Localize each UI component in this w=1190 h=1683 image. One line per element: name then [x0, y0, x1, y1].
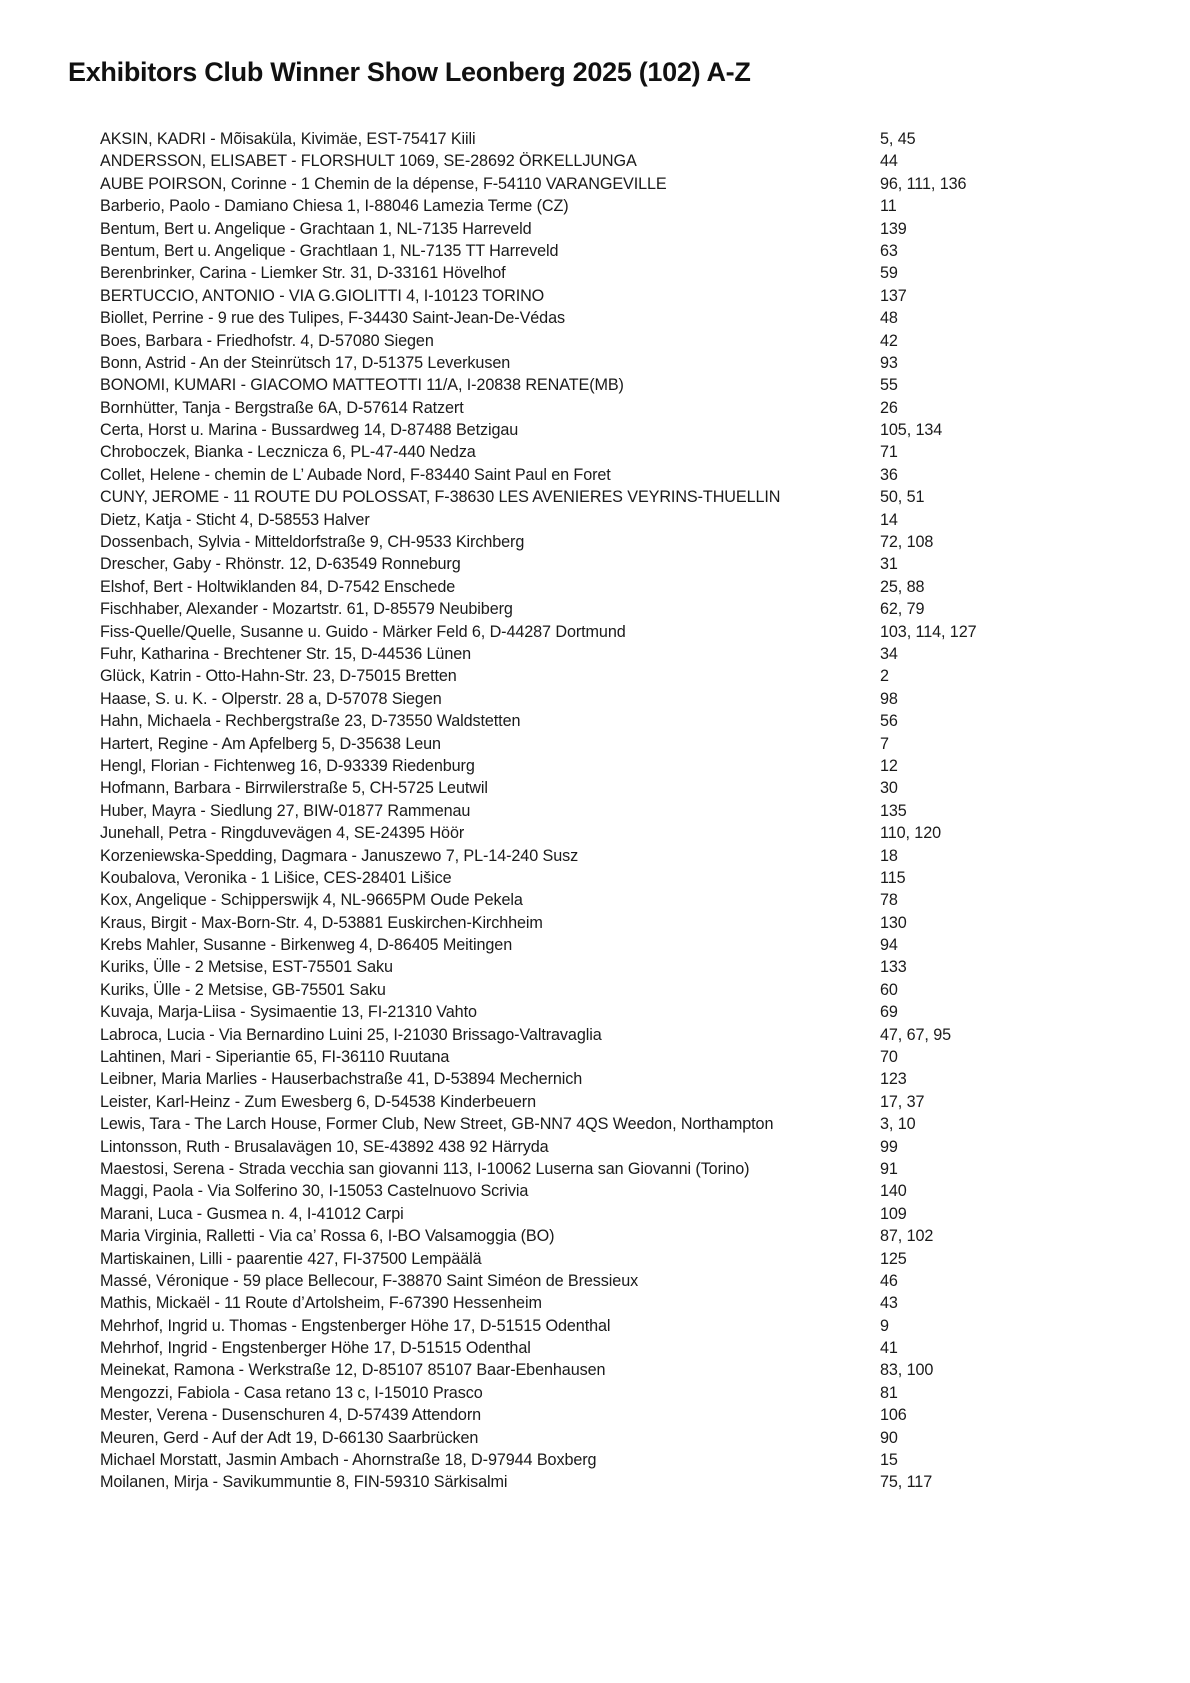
list-row — [100, 1270, 1160, 1292]
catalog-numbers: 9 — [880, 1316, 889, 1335]
catalog-numbers: 15 — [880, 1451, 898, 1470]
catalog-numbers: 55 — [880, 376, 898, 395]
list-row — [100, 621, 1160, 643]
list-row — [100, 1136, 1160, 1158]
catalog-numbers: 63 — [880, 241, 898, 260]
exhibitor-entry: Fuhr, Katharina - Brechtener Str. 15, D-44536 Lünen — [100, 644, 472, 663]
catalog-numbers: 123 — [880, 1070, 907, 1089]
exhibitor-entry: Lewis, Tara - The Larch House, Former Club, New Street, GB-NN7 4QS Weedon, Northampton — [100, 1115, 774, 1134]
catalog-numbers: 137 — [880, 286, 907, 305]
catalog-numbers: 140 — [880, 1182, 907, 1201]
catalog-numbers: 5, 45 — [880, 130, 916, 148]
catalog-numbers: 3, 10 — [880, 1115, 916, 1134]
list-row — [100, 1315, 1160, 1337]
catalog-numbers: 31 — [880, 555, 898, 574]
list-row — [100, 150, 1160, 172]
catalog-numbers: 43 — [880, 1294, 898, 1313]
exhibitor-entry: Mathis, Mickaël - 11 Route d’Artolsheim, F-67390 Hessenheim — [100, 1294, 542, 1313]
catalog-numbers: 81 — [880, 1383, 898, 1402]
list-row — [100, 889, 1160, 911]
list-row — [100, 1225, 1160, 1247]
catalog-numbers: 18 — [880, 846, 898, 865]
exhibitor-entry: Dietz, Katja - Sticht 4, D-58553 Halver — [100, 510, 370, 529]
exhibitor-entry: Kuriks, Ülle - 2 Metsise, EST-75501 Saku — [100, 958, 393, 977]
exhibitor-entry: Hahn, Michaela - Rechbergstraße 23, D-73550 Waldstetten — [100, 712, 521, 731]
list-row — [100, 509, 1160, 531]
list-row — [100, 240, 1160, 262]
list-row — [100, 553, 1160, 575]
catalog-numbers: 105, 134 — [880, 421, 943, 440]
exhibitor-entry: CUNY, JEROME - 11 ROUTE DU POLOSSAT, F-38630 LES AVENIERES VEYRINS-THUELLIN — [100, 488, 781, 507]
exhibitor-entry: Meinekat, Ramona - Werkstraße 12, D-85107 85107 Baar-Ebenhausen — [100, 1361, 606, 1380]
exhibitor-entry: Mehrhof, Ingrid - Engstenberger Höhe 17, D-51515 Odenthal — [100, 1339, 531, 1358]
catalog-numbers: 78 — [880, 891, 898, 910]
exhibitor-entry: Massé, Véronique - 59 place Bellecour, F-38870 Saint Siméon de Bressieux — [100, 1271, 639, 1290]
list-row — [100, 1337, 1160, 1359]
catalog-numbers: 87, 102 — [880, 1227, 934, 1246]
list-row — [100, 1068, 1160, 1090]
list-row — [100, 598, 1160, 620]
exhibitor-entry: Lintonsson, Ruth - Brusalavägen 10, SE-43892 438 92 Härryda — [100, 1137, 549, 1156]
list-row — [100, 1427, 1160, 1449]
list-row — [100, 352, 1160, 374]
exhibitor-entry: Boes, Barbara - Friedhofstr. 4, D-57080 Siegen — [100, 331, 434, 350]
exhibitor-entry: Kox, Angelique - Schipperswijk 4, NL-9665PM Oude Pekela — [100, 891, 523, 910]
exhibitor-entry: Mehrhof, Ingrid u. Thomas - Engstenberger Höhe 17, D-51515 Odenthal — [100, 1316, 611, 1335]
list-row — [100, 1449, 1160, 1471]
list-row — [100, 1046, 1160, 1068]
catalog-numbers: 115 — [880, 868, 906, 887]
catalog-numbers: 91 — [880, 1159, 898, 1178]
catalog-numbers: 69 — [880, 1003, 898, 1022]
catalog-numbers: 14 — [880, 510, 898, 529]
exhibitor-entry: Michael Morstatt, Jasmin Ambach - Ahornstraße 18, D-97944 Boxberg — [100, 1451, 597, 1470]
exhibitor-entry: Junehall, Petra - Ringduvevägen 4, SE-24395 Höör — [100, 824, 465, 843]
exhibitor-entry: Mester, Verena - Dusenschuren 4, D-57439 Attendorn — [100, 1406, 482, 1425]
list-row — [100, 195, 1160, 217]
list-row — [100, 374, 1160, 396]
catalog-numbers: 83, 100 — [880, 1361, 934, 1380]
list-row — [100, 1359, 1160, 1381]
list-row — [100, 397, 1160, 419]
catalog-numbers: 99 — [880, 1137, 898, 1156]
exhibitor-entry: Maggi, Paola - Via Solferino 30, I-15053 Castelnuovo Scrivia — [100, 1182, 529, 1201]
exhibitor-entry: Drescher, Gaby - Rhönstr. 12, D-63549 Ronneburg — [100, 555, 461, 574]
exhibitor-entry: Bonn, Astrid - An der Steinrütsch 17, D-51375 Leverkusen — [100, 353, 511, 372]
catalog-numbers: 75, 117 — [880, 1473, 933, 1492]
exhibitor-entry: Hofmann, Barbara - Birrwilerstraße 5, CH-5725 Leutwil — [100, 779, 488, 798]
catalog-numbers: 93 — [880, 353, 898, 372]
list-row — [100, 262, 1160, 284]
exhibitor-entry: Kraus, Birgit - Max-Born-Str. 4, D-53881 Euskirchen-Kirchheim — [100, 913, 543, 932]
list-row — [100, 777, 1160, 799]
list-row — [100, 643, 1160, 665]
exhibitor-entry: Leibner, Maria Marlies - Hauserbachstraße 41, D-53894 Mechernich — [100, 1070, 583, 1089]
exhibitor-entry: Bentum, Bert u. Angelique - Grachtaan 1, NL-7135 Harreveld — [100, 219, 532, 238]
list-row — [100, 1292, 1160, 1314]
exhibitor-entry: Leister, Karl-Heinz - Zum Ewesberg 6, D-54538 Kinderbeuern — [100, 1092, 536, 1111]
catalog-numbers: 25, 88 — [880, 577, 925, 596]
catalog-numbers: 30 — [880, 779, 898, 798]
exhibitor-entry: BONOMI, KUMARI - GIACOMO MATTEOTTI 11/A, I-20838 RENATE(MB) — [100, 376, 624, 395]
catalog-numbers: 46 — [880, 1271, 898, 1290]
list-row — [100, 1404, 1160, 1426]
catalog-numbers: 125 — [880, 1249, 907, 1268]
exhibitor-entry: Collet, Helene - chemin de L’ Aubade Nord, F-83440 Saint Paul en Foret — [100, 465, 611, 484]
catalog-numbers: 56 — [880, 712, 898, 731]
exhibitor-entry: Krebs Mahler, Susanne - Birkenweg 4, D-86405 Meitingen — [100, 936, 513, 955]
catalog-numbers: 94 — [880, 936, 898, 955]
catalog-numbers: 47, 67, 95 — [880, 1025, 952, 1044]
catalog-numbers: 60 — [880, 980, 898, 999]
exhibitor-entry: Berenbrinker, Carina - Liemker Str. 31, D-33161 Hövelhof — [100, 264, 506, 283]
list-row — [100, 1091, 1160, 1113]
catalog-numbers: 72, 108 — [880, 533, 934, 552]
exhibitor-entry: Hartert, Regine - Am Apfelberg 5, D-35638 Leun — [100, 734, 441, 753]
page-title: Exhibitors Club Winner Show Leonberg 2025 (102) A-Z — [68, 57, 751, 87]
exhibitor-entry: AKSIN, KADRI - Mõisaküla, Kivimäe, EST-75417 Kiili — [100, 130, 476, 148]
exhibitor-entry: Huber, Mayra - Siedlung 27, BIW-01877 Rammenau — [100, 801, 471, 820]
list-row — [100, 218, 1160, 240]
exhibitor-entry: Maria Virginia, Ralletti - Via ca’ Rossa 6, I-BO Valsamoggia (BO) — [100, 1227, 555, 1246]
exhibitor-entry: Dossenbach, Sylvia - Mitteldorfstraße 9, CH-9533 Kirchberg — [100, 533, 525, 552]
exhibitor-entry: AUBE POIRSON, Corinne - 1 Chemin de la dépense, F-54110 VARANGEVILLE — [100, 174, 667, 193]
list-row — [100, 1180, 1160, 1202]
list-row — [100, 755, 1160, 777]
exhibitor-entry: Labroca, Lucia - Via Bernardino Luini 25, I-21030 Brissago-Valtravaglia — [100, 1025, 602, 1044]
list-row — [100, 800, 1160, 822]
exhibitor-entry: Glück, Katrin - Otto-Hahn-Str. 23, D-75015 Bretten — [100, 667, 457, 686]
list-row — [100, 1203, 1160, 1225]
catalog-numbers: 2 — [880, 667, 889, 686]
exhibitor-entry: Meuren, Gerd - Auf der Adt 19, D-66130 Saarbrücken — [100, 1428, 479, 1447]
list-row — [100, 688, 1160, 710]
exhibitor-entry: BERTUCCIO, ANTONIO - VIA G.GIOLITTI 4, I-10123 TORINO — [100, 286, 545, 305]
exhibitor-entry: Fischhaber, Alexander - Mozartstr. 61, D-85579 Neubiberg — [100, 600, 513, 619]
list-row — [100, 1158, 1160, 1180]
catalog-numbers: 36 — [880, 465, 898, 484]
list-row — [100, 173, 1160, 195]
catalog-numbers: 34 — [880, 644, 898, 663]
list-row — [100, 464, 1160, 486]
list-row — [100, 128, 1160, 150]
catalog-numbers: 7 — [880, 734, 889, 753]
catalog-numbers: 41 — [880, 1339, 898, 1358]
exhibitor-entry: Marani, Luca - Gusmea n. 4, I-41012 Carpi — [100, 1204, 404, 1223]
list-row — [100, 1248, 1160, 1270]
catalog-numbers: 50, 51 — [880, 488, 925, 507]
list-row — [100, 845, 1160, 867]
exhibitor-entry: Moilanen, Mirja - Savikummuntie 8, FIN-59310 Särkisalmi — [100, 1473, 508, 1492]
exhibitor-entry: Chroboczek, Bianka - Lecznicza 6, PL-47-440 Nedza — [100, 443, 476, 462]
list-row — [100, 307, 1160, 329]
catalog-numbers: 96, 111, 136 — [880, 174, 967, 193]
catalog-numbers: 12 — [880, 756, 898, 775]
list-row — [100, 576, 1160, 598]
exhibitor-entry: Bornhütter, Tanja - Bergstraße 6A, D-57614 Ratzert — [100, 398, 464, 417]
catalog-numbers: 98 — [880, 689, 898, 708]
list-row — [100, 419, 1160, 441]
catalog-numbers: 71 — [880, 443, 898, 462]
catalog-numbers: 90 — [880, 1428, 898, 1447]
catalog-numbers: 139 — [880, 219, 907, 238]
list-row — [100, 934, 1160, 956]
list-row — [100, 979, 1160, 1001]
catalog-numbers: 110, 120 — [880, 824, 942, 843]
list-row — [100, 1024, 1160, 1046]
catalog-numbers: 135 — [880, 801, 907, 820]
list-row — [100, 1113, 1160, 1135]
exhibitor-entry: Hengl, Florian - Fichtenweg 16, D-93339 Riedenburg — [100, 756, 475, 775]
exhibitor-entry: Koubalova, Veronika - 1 Lišice, CES-28401 Lišice — [100, 868, 452, 887]
catalog-numbers: 42 — [880, 331, 898, 350]
exhibitor-list — [100, 128, 1160, 1494]
catalog-numbers: 103, 114, 127 — [880, 622, 977, 641]
exhibitor-entry: Biollet, Perrine - 9 rue des Tulipes, F-34430 Saint-Jean-De-Védas — [100, 309, 565, 328]
list-row — [100, 956, 1160, 978]
catalog-numbers: 109 — [880, 1204, 907, 1223]
catalog-numbers: 44 — [880, 152, 898, 171]
list-row — [100, 710, 1160, 732]
catalog-numbers: 26 — [880, 398, 898, 417]
catalog-numbers: 11 — [880, 197, 897, 216]
exhibitor-entry: Haase, S. u. K. - Olperstr. 28 a, D-57078 Siegen — [100, 689, 442, 708]
list-row — [100, 733, 1160, 755]
list-row — [100, 1471, 1160, 1493]
exhibitor-entry: ANDERSSON, ELISABET - FLORSHULT 1069, SE-28692 ÖRKELLJUNGA — [100, 152, 637, 171]
list-row — [100, 486, 1160, 508]
exhibitor-entry: Kuvaja, Marja-Liisa - Sysimaentie 13, FI-21310 Vahto — [100, 1003, 477, 1022]
list-row — [100, 1382, 1160, 1404]
exhibitor-entry: Mengozzi, Fabiola - Casa retano 13 c, I-15010 Prasco — [100, 1383, 483, 1402]
list-row — [100, 285, 1160, 307]
list-row — [100, 330, 1160, 352]
catalog-numbers: 62, 79 — [880, 600, 925, 619]
exhibitor-entry: Bentum, Bert u. Angelique - Grachtlaan 1, NL-7135 TT Harreveld — [100, 241, 559, 260]
list-row — [100, 912, 1160, 934]
exhibitor-entry: Korzeniewska-Spedding, Dagmara - Januszewo 7, PL-14-240 Susz — [100, 846, 579, 865]
catalog-numbers: 133 — [880, 958, 907, 977]
catalog-numbers: 17, 37 — [880, 1092, 925, 1111]
catalog-numbers: 130 — [880, 913, 907, 932]
catalog-numbers: 106 — [880, 1406, 907, 1425]
exhibitor-entry: Martiskainen, Lilli - paarentie 427, FI-37500 Lempäälä — [100, 1249, 482, 1268]
exhibitor-entry: Lahtinen, Mari - Siperiantie 65, FI-36110 Ruutana — [100, 1048, 450, 1067]
list-row — [100, 441, 1160, 463]
list-row — [100, 531, 1160, 553]
exhibitor-entry: Elshof, Bert - Holtwiklanden 84, D-7542 Enschede — [100, 577, 456, 596]
list-row — [100, 822, 1160, 844]
exhibitor-entry: Barberio, Paolo - Damiano Chiesa 1, I-88046 Lamezia Terme (CZ) — [100, 197, 569, 216]
catalog-numbers: 70 — [880, 1048, 898, 1067]
list-row — [100, 665, 1160, 687]
exhibitor-entry: Certa, Horst u. Marina - Bussardweg 14, D-87488 Betzigau — [100, 421, 519, 440]
exhibitor-entry: Maestosi, Serena - Strada vecchia san giovanni 113, I-10062 Luserna san Giovanni (Torino) — [100, 1159, 750, 1178]
catalog-numbers: 59 — [880, 264, 898, 283]
exhibitor-entry: Fiss-Quelle/Quelle, Susanne u. Guido - Märker Feld 6, D-44287 Dortmund — [100, 622, 626, 641]
exhibitor-entry: Kuriks, Ülle - 2 Metsise, GB-75501 Saku — [100, 980, 386, 999]
list-row — [100, 1001, 1160, 1023]
list-row — [100, 867, 1160, 889]
catalog-numbers: 48 — [880, 309, 898, 328]
